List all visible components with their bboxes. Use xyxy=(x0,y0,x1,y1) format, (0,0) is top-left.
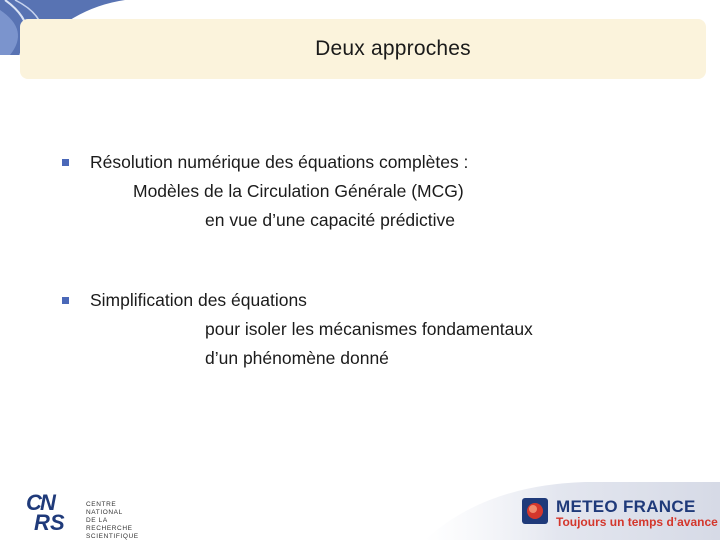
cnrs-caption-line: SCIENTIFIQUE xyxy=(86,533,139,540)
meteo-france-name: METEO FRANCE xyxy=(556,497,696,516)
meteo-france-tagline: Toujours un temps d’avance xyxy=(556,515,718,529)
bullet-subline: pour isoler les mécanismes fondamentaux xyxy=(205,319,533,339)
svg-text:C: C xyxy=(26,490,42,515)
cnrs-caption xyxy=(86,501,154,541)
bullet-subline: Modèles de la Circulation Générale (MCG) xyxy=(133,181,464,201)
bullet-item-1 xyxy=(60,148,468,235)
svg-text:R: R xyxy=(34,510,50,534)
meteo-france-emblem-icon xyxy=(522,498,548,524)
svg-text:N: N xyxy=(40,490,56,515)
meteo-france-logo xyxy=(425,480,720,540)
cnrs-caption-line: CENTRE NATIONAL xyxy=(86,501,123,516)
bullet-subline: d’un phénomène donné xyxy=(205,348,389,368)
bullet-square-icon xyxy=(62,159,69,166)
cnrs-caption-line: DE LA RECHERCHE xyxy=(86,517,133,532)
title-bar xyxy=(20,19,706,79)
bullet-subline: en vue d’une capacité prédictive xyxy=(205,210,456,230)
cnrs-logo xyxy=(24,488,154,540)
bullet-item-2 xyxy=(60,286,533,373)
bullet-text: Résolution numérique des équations complètes : xyxy=(90,152,469,172)
cnrs-logo-icon xyxy=(24,488,80,534)
bullet-square-icon xyxy=(62,297,69,304)
svg-text:S: S xyxy=(50,510,65,534)
bullet-text: Simplification des équations xyxy=(90,290,307,310)
slide-title: Deux approches xyxy=(315,37,471,60)
